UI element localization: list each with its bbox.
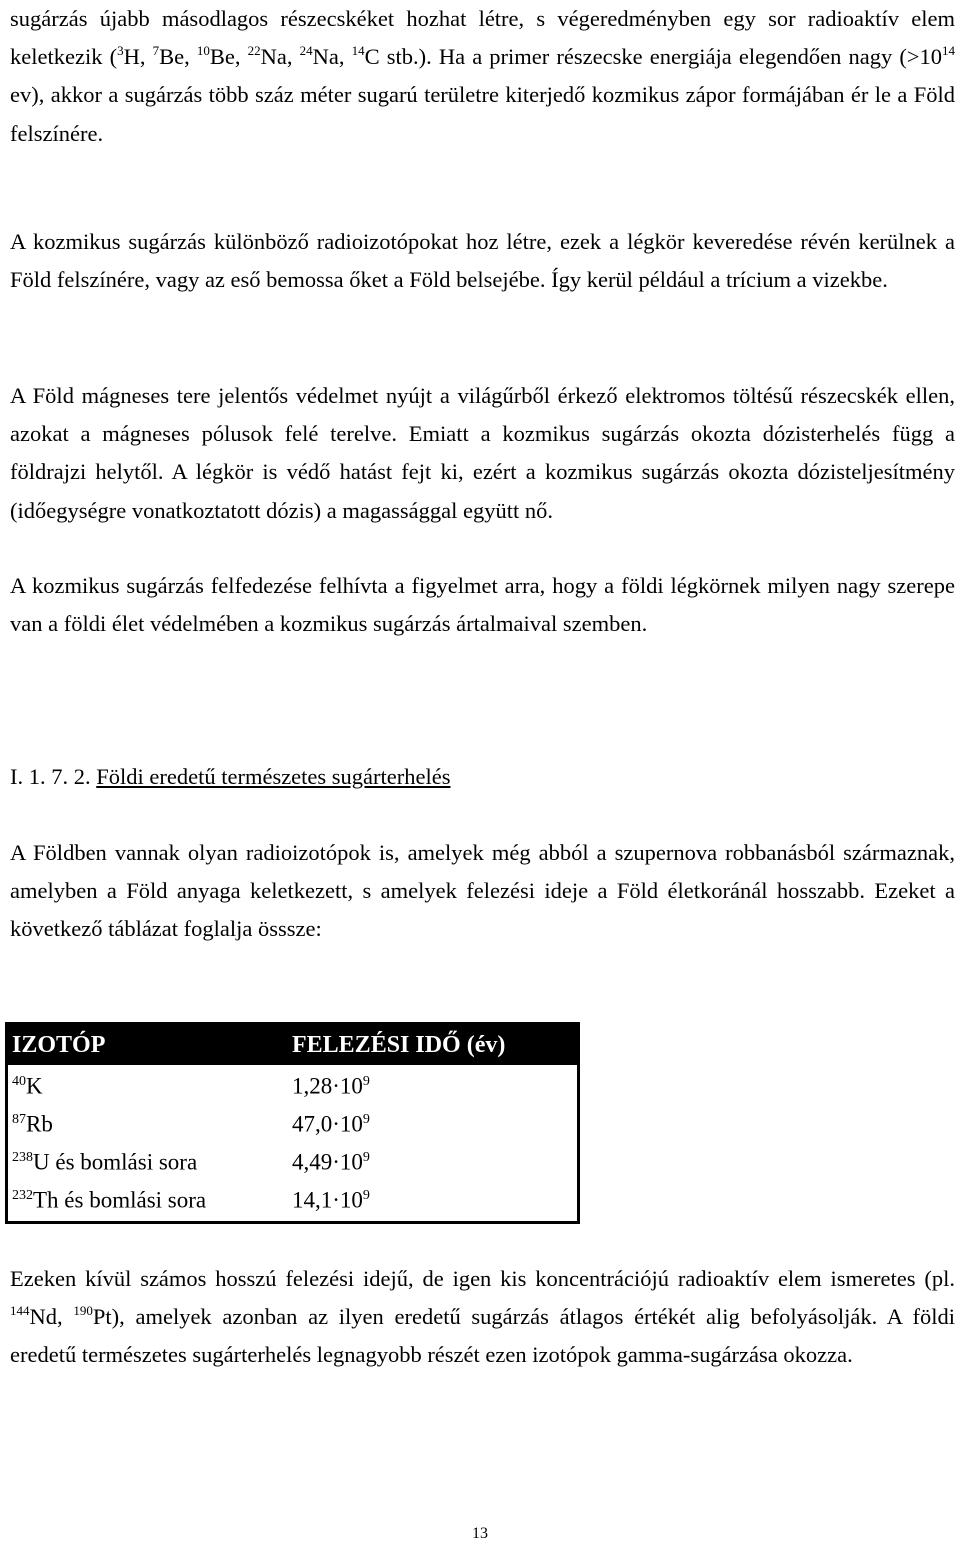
isotope-table [5, 1022, 580, 1224]
paragraph-radioisotopes: A kozmikus sugárzás különböző radioizotópokat hoz létre, ezek a légkör keveredése révén kerülnek a Föld felszínére, vagy az eső bemossa őket a Föld belsejébe. Így kerül például a trícium a vizekbe. [10, 229, 955, 293]
header-half-life: FELEZÉSI IDŐ (év) [288, 1024, 579, 1066]
paragraph-terrestrial-isotopes: A Földben vannak olyan radioizotópok is, amelyek még abból a szupernova robbanásból származnak, amelyben a Föld anyaga keletkezett, s amelyek felezési ideje a Föld életkoránál hosszabb. Ezeket a következő táblázat foglalja össsze: [10, 840, 955, 942]
header-isotope: IZOTÓP [7, 1024, 289, 1066]
table-header-row [7, 1024, 579, 1066]
section-number: I. 1. 7. 2. [10, 764, 97, 789]
page-number: 13 [472, 1525, 488, 1542]
table-row: $^{232}$Th és bomlási sora $14,1\cdot 10^9$ [12, 1188, 370, 1213]
paragraph-other-isotopes: Ezeken kívül számos hosszú felezési idejű, de igen kis koncentrációjú radioaktív elem ismeretes (pl. $^{144}$Nd, $^{190}$Pt), amelyek azonban az ilyen eredetű sugárzás átlagos értékét alig befolyásolják. A földi eredetű természetes sugárterhelés legnagyobb részét ezen izotópok gamma-sugárzása okozza. [10, 1266, 956, 1368]
paragraph-cosmic-cascade: sugárzás újabb másodlagos részecskéket hozhat létre, s végeredményben egy sor radioaktív elem keletkezik ($^3$H, $^7$Be, $^{10}$Be, $^{22}$Na, $^{24}$Na, $^{14}$C stb.). Ha a primer részecske energiája elegendően nagy ($>10^{14}$ ev), akkor a sugárzás több száz méter sugarú területre kiterjedő kozmikus zápor formájában ér le a Föld felszínére. [10, 6, 955, 146]
table-row: $^{40}$K $1,28\cdot 10^9$ [12, 1074, 370, 1099]
section-heading [10, 758, 450, 796]
paragraph-magnetic-field: A Föld mágneses tere jelentős védelmet nyújt a világűrből érkező elektromos töltésű részecskék ellen, azokat a mágneses pólusok felé terelve. Emiatt a kozmikus sugárzás okozta dózisterhelés függ a földrajzi helytől. A légkör is védő hatást fejt ki, ezért a kozmikus sugárzás okozta dózisteljesítmény (időegységre vonatkoztatott dózis) a magassággal együtt nő. [10, 383, 955, 523]
table-row: $^{87}$Rb $47,0\cdot 10^9$ [12, 1112, 370, 1137]
paragraph-atmosphere-role: A kozmikus sugárzás felfedezése felhívta a figyelmet arra, hogy a földi légkörnek milyen nagy szerepe van a földi élet védelmében a kozmikus sugárzás ártalmaival szemben. [10, 573, 955, 637]
table-row: $^{238}$U és bomlási sora $4,49\cdot 10^9$ [12, 1150, 370, 1175]
section-title: Földi eredetű természetes sugárterhelés [96, 764, 451, 789]
